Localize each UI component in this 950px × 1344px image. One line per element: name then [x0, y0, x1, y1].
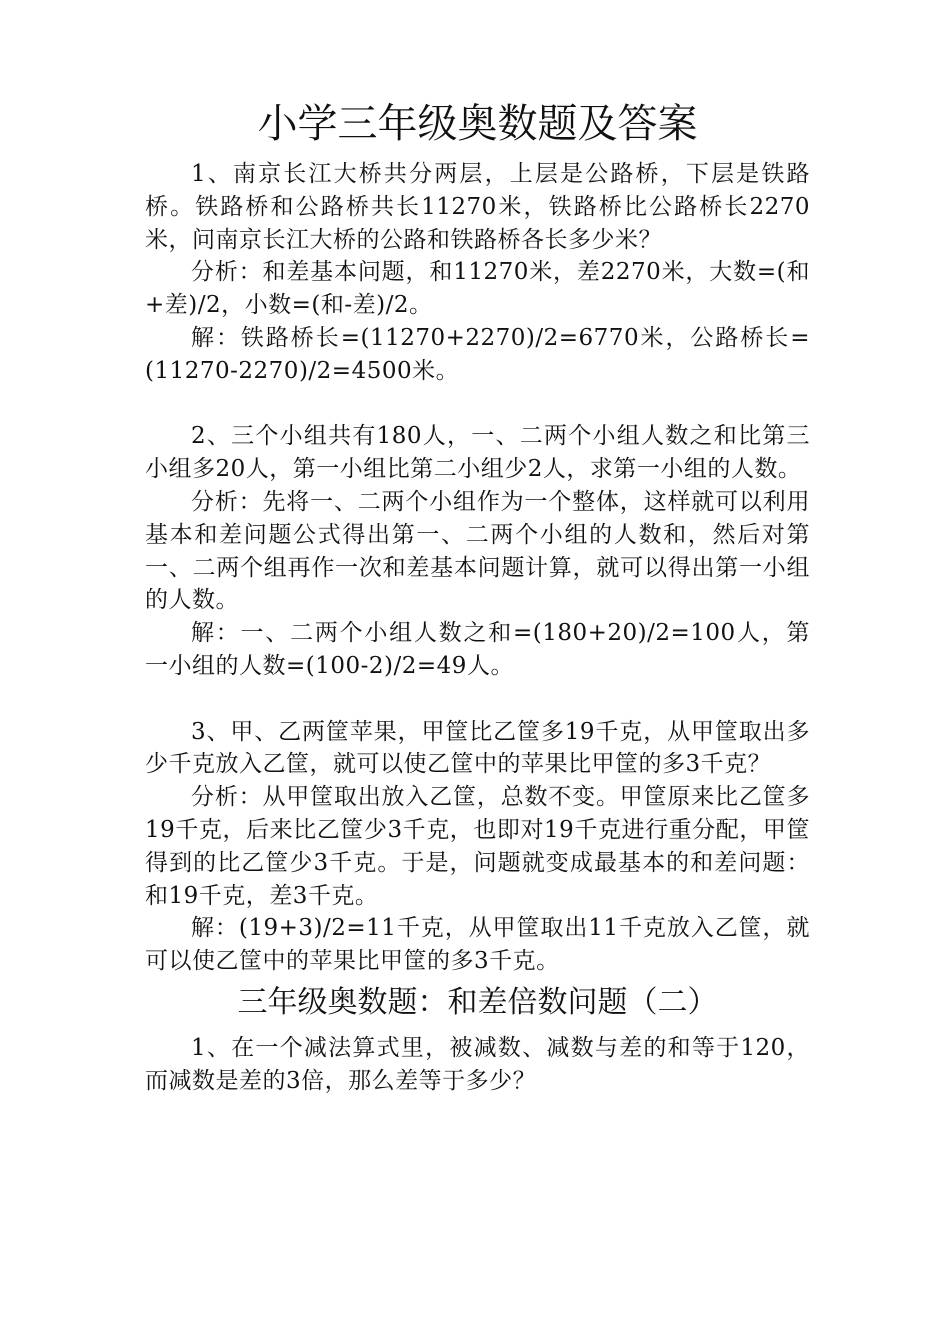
section2-problem-1 — [145, 1032, 810, 1098]
problem-analysis: 分析：先将一、二两个小组作为一个整体，这样就可以利用基本和差问题公式得出第一、二两个小组的人数和，然后对第一、二两个组再作一次和差基本问题计算，就可以得出第一小组的人数。 — [145, 488, 810, 614]
problem-question: 2、三个小组共有180人，一、二两个小组人数之和比第三小组多20人，第一小组比第二小组少2人，求第一小组的人数。 — [145, 423, 810, 483]
page-title: 小学三年级奥数题及答案 — [257, 101, 698, 147]
problem-solution: 解：(19+3)/2=11千克，从甲筐取出11千克放入乙筐，就可以使乙筐中的苹果比甲筐的多3千克。 — [145, 915, 810, 975]
problem-question: 3、甲、乙两筐苹果，甲筐比乙筐多19千克，从甲筐取出多少千克放入乙筐，就可以使乙筐中的苹果比甲筐的多3千克？ — [145, 718, 810, 778]
problem-question: 1、在一个减法算式里，被减数、减数与差的和等于120，而减数是差的3倍，那么差等于多少？ — [145, 1034, 810, 1094]
document-page — [145, 96, 810, 1098]
problem-analysis: 分析：和差基本问题，和11270米，差2270米，大数=(和+差)/2，小数=(和-差)/2。 — [145, 259, 810, 319]
problem-2 — [145, 420, 810, 682]
paragraph-gap — [145, 388, 810, 421]
paragraph-gap — [145, 683, 810, 716]
problem-solution: 解：一、二两个小组人数之和=(180+20)/2=100人，第一小组的人数=(100-2)/2=49人。 — [145, 620, 810, 679]
problem-1 — [145, 158, 810, 388]
problem-question: 1、南京长江大桥共分两层，上层是公路桥，下层是铁路桥。铁路桥和公路桥共长11270米，铁路桥比公路桥长2270米，问南京长江大桥的公路和铁路桥各长多少米？ — [145, 161, 810, 253]
problem-solution: 解：铁路桥长=(11270+2270)/2=6770米，公路桥长=(11270-2270)/2=4500米。 — [145, 324, 810, 384]
problem-analysis: 分析：从甲筐取出放入乙筐，总数不变。甲筐原来比乙筐多19千克，后来比乙筐少3千克，也即对19千克进行重分配，甲筐得到的比乙筐少3千克。于是，问题就变成最基本的和差问题：和19千克，差3千克。 — [145, 784, 810, 909]
section-title: 三年级奥数题：和差倍数问题（二） — [237, 984, 718, 1020]
problem-3 — [145, 716, 810, 978]
